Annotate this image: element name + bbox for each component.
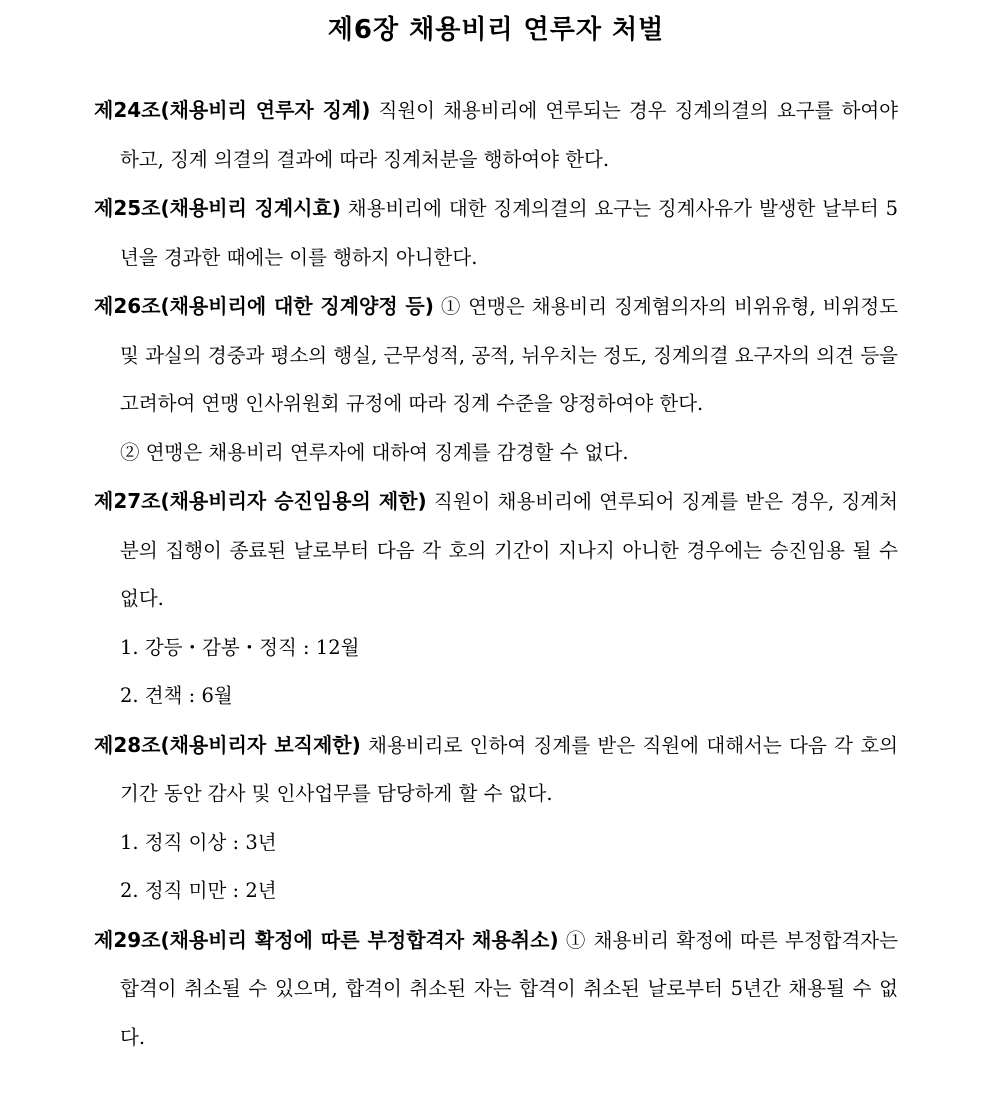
article-heading: 제26조(채용비리에 대한 징계양정 등) xyxy=(94,294,434,318)
article-text: 채용비리에 대한 징계의결의 요구는 징계사유가 발생한 날부터 5년을 경과한 때에는 이를 행하지 아니한다. xyxy=(120,197,898,269)
article-heading: 제27조(채용비리자 승진임용의 제한) xyxy=(94,489,427,513)
article-text: ① 연맹은 채용비리 징계혐의자의 비위유형, 비위정도 및 과실의 경중과 평소의 행실, 근무성적, 공적, 뉘우치는 정도, 징계의결 요구자의 의견 등을 고려하여 연맹 인사위원회 규정에 따라 징계 수준을 양정하여야 한다. xyxy=(120,295,899,415)
article-text: 직원이 채용비리에 연루되어 징계를 받은 경우, 징계처분의 집행이 종료된 날로부터 다음 각 호의 기간이 지나지 아니한 경우에는 승진임용 될 수 없다. xyxy=(120,490,898,610)
article-24 xyxy=(94,86,898,184)
article-28-item-2: 2. 정직 미만 : 2년 xyxy=(120,879,277,902)
article-heading: 제29조(채용비리 확정에 따른 부정합격자 채용취소) xyxy=(94,927,559,952)
article-28-item-1: 1. 정직 이상 : 3년 xyxy=(120,830,277,854)
article-heading: 제25조(채용비리 징계시효) xyxy=(94,196,341,220)
article-27 xyxy=(94,477,898,624)
article-29 xyxy=(94,916,898,1063)
article-28 xyxy=(94,721,898,819)
article-26 xyxy=(94,282,898,429)
chapter-title: 제6장 채용비리 연루자 처벌 xyxy=(327,15,665,45)
article-heading: 제28조(채용비리자 보직제한) xyxy=(94,732,361,757)
article-heading: 제24조(채용비리 연루자 징계) xyxy=(94,98,371,122)
article-text: ① 채용비리 확정에 따른 부정합격자는 합격이 취소될 수 있으며, 합격이 취소된 자는 합격이 취소된 날로부터 5년간 채용될 수 없다. xyxy=(120,928,898,1049)
article-26-clause-2: ② 연맹은 채용비리 연루자에 대하여 징계를 감경할 수 없다. xyxy=(120,440,629,464)
article-27-item-2: 2. 견책 : 6월 xyxy=(120,684,233,707)
article-27-item-1: 1. 강등・감봉・정직 : 12월 xyxy=(120,635,360,659)
document-body xyxy=(94,86,898,1062)
article-text: 채용비리로 인하여 징계를 받은 직원에 대해서는 다음 각 호의 기간 동안 감사 및 인사업무를 담당하게 할 수 없다. xyxy=(120,733,898,805)
article-25 xyxy=(94,184,898,282)
article-text: 직원이 채용비리에 연루되는 경우 징계의결의 요구를 하여야 하고, 징계 의결의 결과에 따라 징계처분을 행하여야 한다. xyxy=(120,99,898,171)
